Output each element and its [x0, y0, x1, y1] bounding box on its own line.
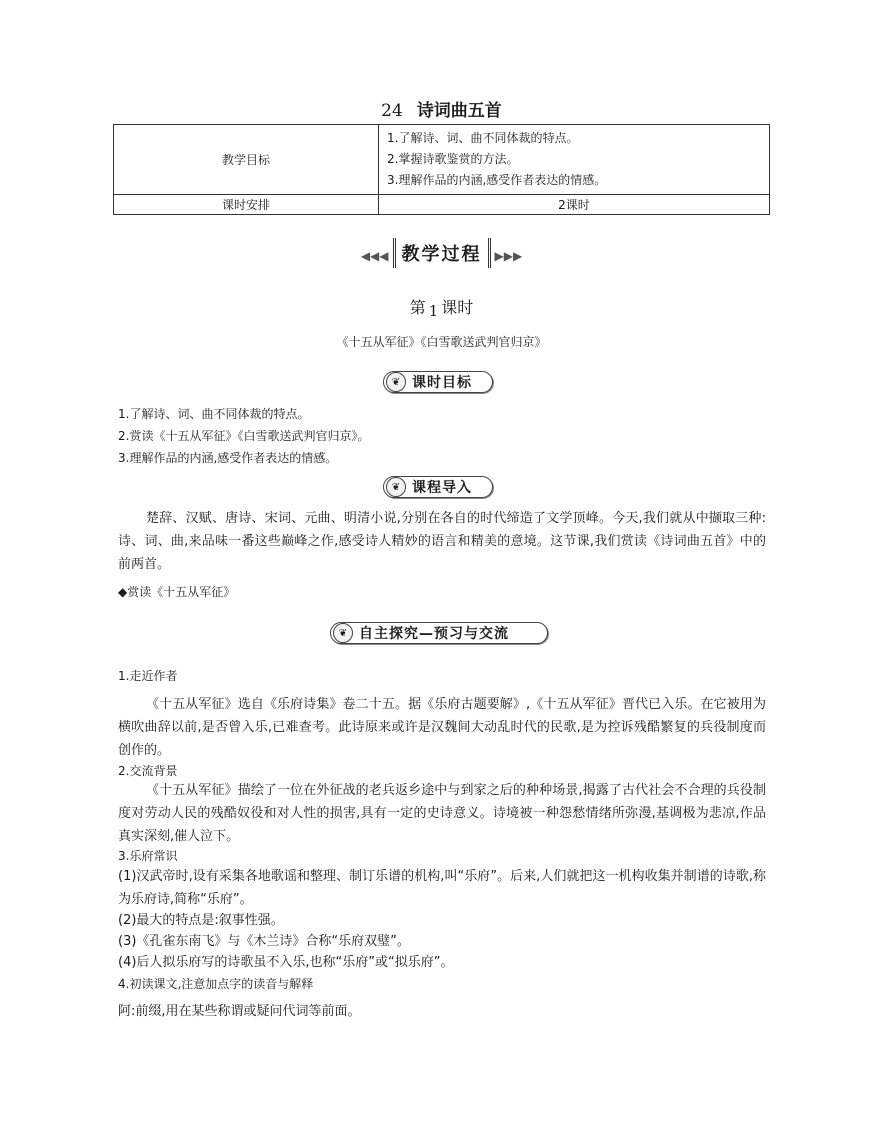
schedule-value: 2课时: [379, 195, 770, 215]
goal-line: 2.赏读《十五从军征》《白雪歌送武判官归京》。: [118, 429, 370, 443]
yuefu-item: (3)《孔雀东南飞》与《木兰诗》合称“乐府双璧”。: [118, 934, 410, 949]
subsection-title: 2.交流背景: [118, 764, 178, 778]
vocab-paragraph: 阿:前缀,用在某些称谓或疑问代词等前面。: [118, 1004, 361, 1019]
goals-badge-text: 课时目标: [412, 375, 472, 391]
goal-line: 1.了解诗、词、曲不同体裁的特点。: [118, 407, 310, 421]
yuefu-item: (1)汉武帝时,设有采集各地歌谣和整理、制订乐谱的机构,叫“乐府”。后来,人们就把这一机构收集并制谱的诗歌,称为乐府诗,简称“乐府”。: [118, 869, 766, 907]
yuefu-item: (4)后人拟乐府写的诗歌虽不入乐,也称“乐府”或“拟乐府”。: [118, 955, 454, 970]
explore-badge-text: 自主探究—预习与交流: [359, 626, 509, 642]
intro-paragraph: 楚辞、汉赋、唐诗、宋词、元曲、明清小说,分别在各自的时代缔造了文学顶峰。今天,我们就从中撷取三种:诗、词、曲,来品味一番这些巅峰之作,感受诗人精妙的语言和精美的意境。这节课,我们赏读《诗词曲五首》中的前两首。: [118, 511, 766, 572]
book-icon: ❦: [386, 372, 406, 392]
intro-badge-text: 课程导入: [412, 480, 472, 496]
lesson-count: 1: [428, 302, 439, 320]
page-title: [0, 96, 883, 121]
goal-list: [379, 125, 770, 195]
author-paragraph: 《十五从军征》选自《乐府诗集》卷二十五。据《乐府古题要解》,《十五从军征》晋代已入乐。在它被用为横吹曲辞以前,是否曾入乐,已难查考。此诗原来或许是汉魏间大动乱时代的民歌,是为控诉残酷繁复的兵役制度而创作的。: [118, 697, 766, 758]
goal-item: 2.掌握诗歌鉴赏的方法。: [387, 152, 519, 166]
banner-text: 教学过程: [393, 238, 491, 268]
goal-item: 1.了解诗、词、曲不同体裁的特点。: [387, 131, 579, 145]
goal-item: 3.理解作品的内涵,感受作者表达的情感。: [387, 173, 607, 187]
title-text: 诗词曲五首: [416, 101, 502, 121]
lesson-subtitle: 《十五从军征》《白雪歌送武判官归京》: [336, 335, 547, 349]
lesson-suffix: 课时: [441, 298, 474, 317]
right-arrows-icon: ▶▶▶: [494, 249, 523, 263]
goal-line: 3.理解作品的内涵,感受作者表达的情感。: [118, 451, 338, 465]
left-arrows-icon: ◀◀◀: [360, 249, 389, 263]
lesson-number: 24: [381, 101, 403, 121]
process-banner: [0, 238, 883, 268]
goals-badge: [383, 371, 493, 393]
book-icon: ❦: [386, 477, 406, 497]
lesson-prefix: 第: [409, 298, 426, 317]
goal-label: 教学目标: [114, 125, 379, 195]
subsection-title: 1.走近作者: [118, 669, 178, 683]
subsection-title: 4.初读课文,注意加点字的读音与解释: [118, 977, 314, 991]
appreciate-heading: ◆赏读《十五从军征》: [118, 585, 236, 599]
explore-badge: [330, 622, 548, 644]
intro-badge: [383, 476, 493, 498]
book-icon: ❦: [333, 623, 353, 643]
background-paragraph: 《十五从军征》描绘了一位在外征战的老兵返乡途中与到家之后的种种场景,揭露了古代社会不合理的兵役制度对劳动人民的残酷奴役和对人性的损害,具有一定的史诗意义。诗境被一种怨愁情绪所弥漫,基调极为悲凉,作品真实深刻,催人泣下。: [118, 783, 766, 844]
schedule-label: 课时安排: [114, 195, 379, 215]
yuefu-item: (2)最大的特点是:叙事性强。: [118, 913, 284, 928]
subsection-title: 3.乐府常识: [118, 849, 178, 863]
info-table: [113, 124, 770, 215]
lesson-heading: [0, 295, 883, 318]
